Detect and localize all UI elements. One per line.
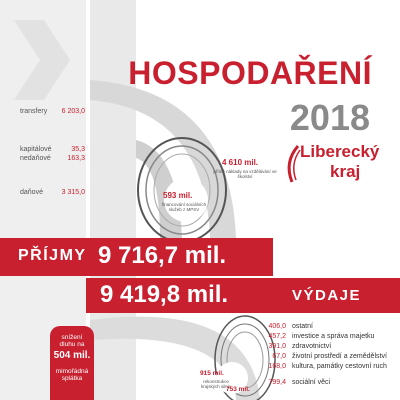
page-title: HOSPODAŘENÍ — [128, 55, 372, 91]
expense-row: 168,0 kultura, památky cestovní ruch — [268, 363, 387, 370]
income-value: 163,3 — [67, 155, 85, 162]
expense-heading: VÝDAJE — [292, 287, 362, 304]
callout-desc: přímé náklady na vzdělávání ve školství — [213, 169, 277, 179]
callout-value: 593 mil. — [163, 191, 193, 200]
badge-line4: splátka — [61, 375, 83, 382]
expense-row: 799,4 sociální věci — [268, 379, 331, 386]
badge-line2: dluhu na — [59, 341, 85, 348]
callout-desc: rekonstrukce krajských silnic — [200, 379, 231, 389]
logo-swoosh-icon — [282, 144, 302, 184]
logo-text-line1: Liberecký — [300, 142, 380, 161]
callout-value: 753 mil. — [226, 386, 250, 393]
logo-text-line2: kraj — [330, 162, 361, 181]
expense-row: 457,2 investice a správa majetku — [268, 333, 375, 340]
expense-list — [262, 323, 398, 389]
debt-badge — [50, 326, 94, 400]
income-label: kapitálové — [20, 146, 52, 153]
expense-row: 67,0 životní prostředí a zemědělství — [272, 353, 387, 360]
income-value: 6 203,0 — [61, 108, 85, 115]
income-label: daňové — [20, 189, 43, 196]
income-label: nedaňové — [20, 155, 51, 162]
badge-value: 504 mil. — [53, 350, 91, 361]
expense-row: 406,0 ostatní — [268, 323, 313, 330]
year: 2018 — [289, 97, 370, 138]
income-heading: PŘÍJMY — [18, 247, 87, 264]
badge-line1: snížení — [61, 334, 83, 341]
expense-total: 9 419,8 mil. — [100, 281, 229, 308]
callout-desc: financování sociálních služeb z MPSV — [161, 202, 207, 212]
income-label: transfery — [20, 108, 48, 115]
expense-row: 391,0 zdravotnictví — [268, 343, 332, 350]
callout-value: 4 610 mil. — [222, 158, 259, 167]
chevron-shape — [14, 20, 70, 100]
income-total: 9 716,7 mil. — [98, 242, 227, 269]
callout-value: 915 mil. — [200, 370, 224, 377]
income-value: 3 315,0 — [61, 189, 85, 196]
badge-line3: mimořádná — [55, 368, 89, 375]
income-value: 35,3 — [71, 146, 85, 153]
